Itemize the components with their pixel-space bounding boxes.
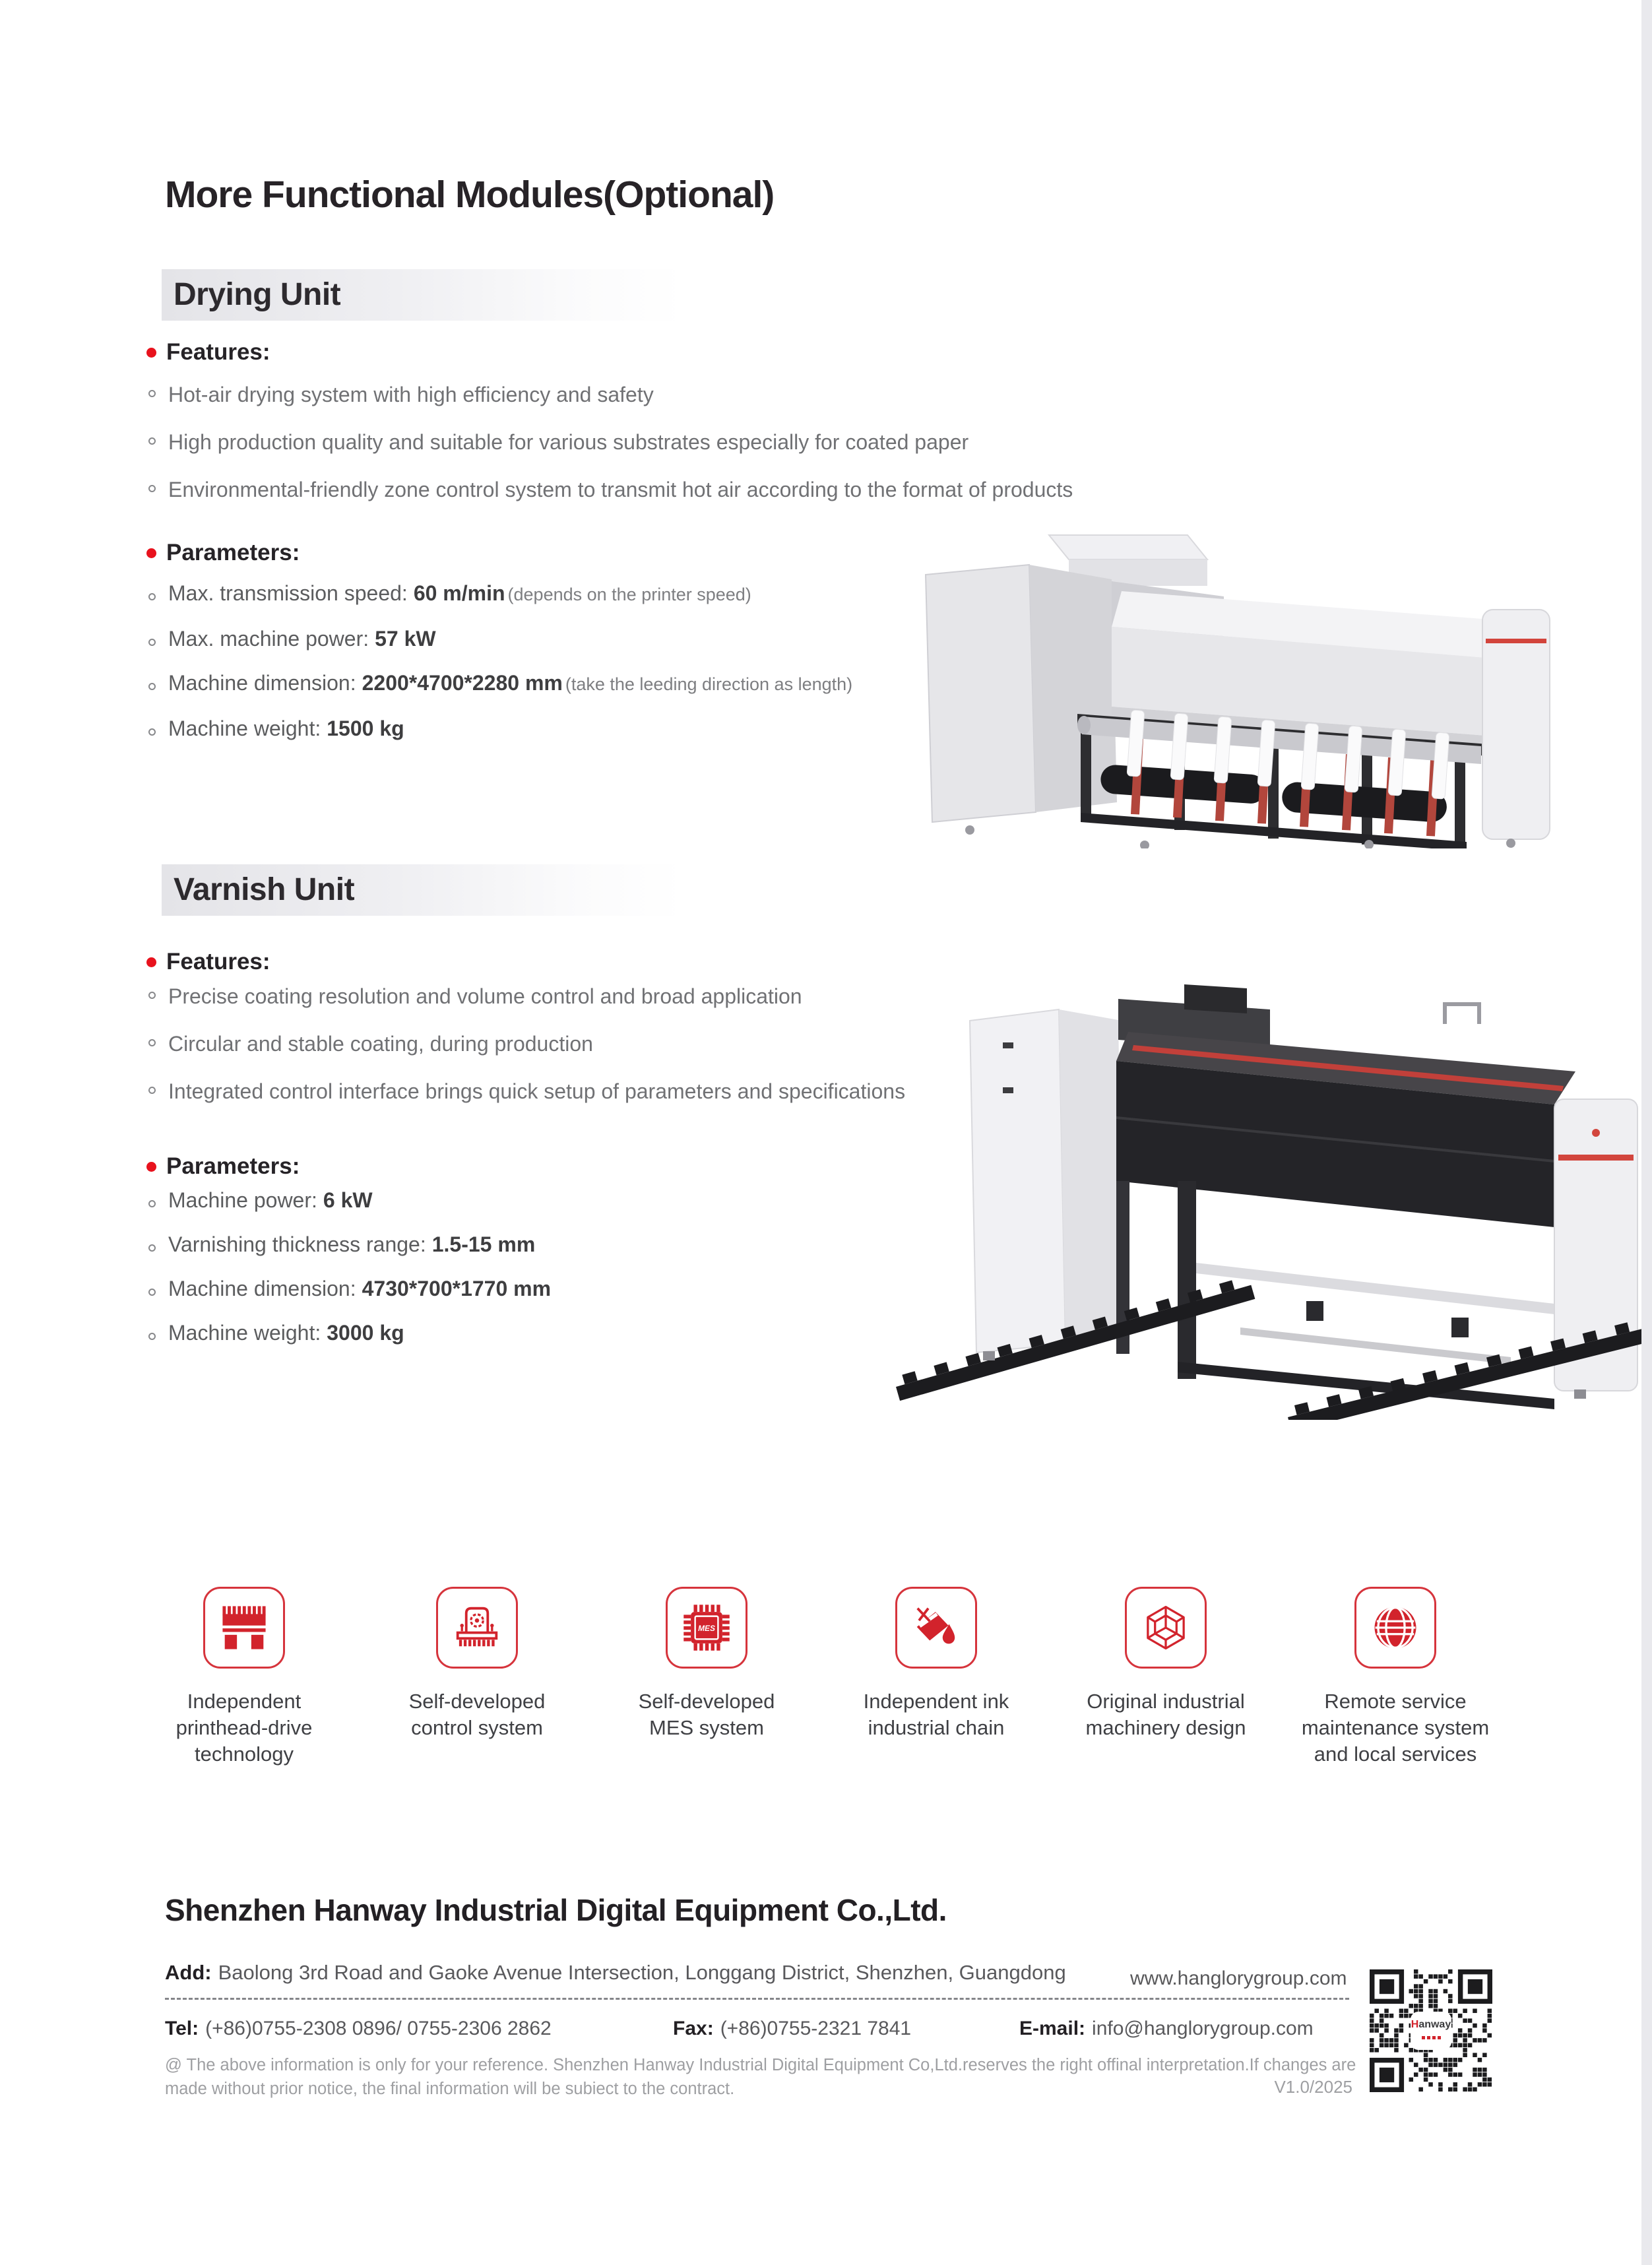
- highlight-label: Self-developed control system: [408, 1690, 546, 1739]
- highlight-card: [203, 1587, 285, 1669]
- website-link[interactable]: www.hanglorygroup.com: [1130, 1967, 1347, 1989]
- highlight-card: [1354, 1587, 1436, 1669]
- circle-bullet-icon: [148, 390, 156, 397]
- fax-value: (+86)0755-2321 7841: [720, 2018, 912, 2039]
- drying-features-heading: Features:: [146, 339, 270, 366]
- list-item: Hot-air drying system with high efficiency and safety: [146, 381, 1440, 408]
- highlight-machinery-design: [1051, 1587, 1281, 1741]
- email-value[interactable]: info@hanglorygroup.com: [1092, 2018, 1314, 2039]
- mes-chip-label: MES: [698, 1623, 715, 1633]
- list-item: Precise coating resolution and volume control and broad application: [146, 983, 1440, 1010]
- circle-bullet-icon: [148, 437, 156, 445]
- list-item: Environmental-friendly zone control system to transmit hot air according to the format of products: [146, 476, 1440, 503]
- qr-code: [1370, 1969, 1492, 2092]
- highlight-label: Independent ink industrial chain: [863, 1690, 1009, 1739]
- list-item: Machine dimension: 2200*4700*2280 mm (take the leeding direction as length): [146, 670, 1136, 697]
- circle-bullet-icon: [148, 1087, 156, 1094]
- control-system-icon: [452, 1603, 502, 1653]
- address-row: [165, 1961, 1066, 1985]
- highlight-label: Independent printhead-drive technology: [175, 1690, 313, 1766]
- version-label: V1.0/2025: [1274, 2077, 1352, 2097]
- list-item: Integrated control interface brings quick setup of parameters and specifications: [146, 1078, 1440, 1105]
- disclaimer-text: @ The above information is only for your reference. Shenzhen Hanway Industrial Digital Equipment Co,Ltd.reserves the right offinal interpretation.If changes are made without prior notice, the final information will be subiect to the contract.: [165, 2056, 1356, 2098]
- drying-unit-image: [914, 519, 1557, 848]
- fax-label: Fax:: [673, 2018, 714, 2039]
- highlight-card: [666, 1587, 747, 1669]
- highlight-card: [1125, 1587, 1207, 1669]
- circle-bullet-icon: [148, 1333, 156, 1340]
- highlight-printhead: [129, 1587, 359, 1768]
- circle-bullet-icon: [148, 683, 156, 690]
- address-label: Add:: [165, 1961, 212, 1984]
- email-label: E-mail:: [1019, 2018, 1086, 2039]
- circle-bullet-icon: [148, 639, 156, 646]
- varnish-parameters-heading: Parameters:: [146, 1153, 300, 1180]
- varnish-unit-header: [162, 864, 684, 916]
- highlight-remote-service: [1281, 1587, 1510, 1768]
- red-bullet-icon: [146, 1162, 156, 1172]
- varnish-features-heading: Features:: [146, 949, 270, 975]
- circle-bullet-icon: [148, 1200, 156, 1207]
- list-item: Max. transmission speed: 60 m/min (depends on the printer speed): [146, 581, 1136, 607]
- page-edge-strip: [1641, 0, 1652, 2265]
- ink-bucket-icon: [911, 1603, 961, 1653]
- red-bullet-icon: [146, 348, 156, 358]
- varnish-unit-image: [884, 958, 1652, 1420]
- page-title: More Functional Modules(Optional): [165, 174, 775, 216]
- highlight-ink-chain: [821, 1587, 1051, 1741]
- list-item: Machine weight: 3000 kg: [146, 1320, 1136, 1345]
- drying-parameters-heading: Parameters:: [146, 540, 300, 566]
- circle-bullet-icon: [148, 992, 156, 999]
- tel-row: [165, 2018, 552, 2040]
- list-item: Machine power: 6 kW: [146, 1188, 1136, 1213]
- highlight-mes-system: [592, 1587, 821, 1741]
- circle-bullet-icon: [148, 485, 156, 492]
- email-row: [1019, 2018, 1314, 2040]
- mes-chip-icon: [682, 1603, 732, 1653]
- highlight-card: [436, 1587, 518, 1669]
- list-item: Machine dimension: 4730*700*1770 mm: [146, 1276, 1136, 1301]
- footer-divider: [165, 1998, 1349, 2000]
- qr-center-logo: [1411, 2012, 1451, 2050]
- tel-label: Tel:: [165, 2018, 199, 2039]
- footer-company: Shenzhen Hanway Industrial Digital Equipment Co.,Ltd.: [165, 1893, 947, 1927]
- tel-value: (+86)0755-2308 0896/ 0755-2306 2862: [205, 2018, 552, 2039]
- circle-bullet-icon: [148, 593, 156, 600]
- hexagon-box-icon: [1141, 1603, 1191, 1653]
- list-item: Varnishing thickness range: 1.5-15 mm: [146, 1232, 1136, 1257]
- circle-bullet-icon: [148, 1289, 156, 1296]
- list-item: Machine weight: 1500 kg: [146, 716, 1136, 741]
- list-item: Circular and stable coating, during production: [146, 1031, 1440, 1058]
- list-item: Max. machine power: 57 kW: [146, 626, 1136, 651]
- highlight-card: [895, 1587, 977, 1669]
- qr-logo-text: Hanway: [1411, 2019, 1451, 2030]
- circle-bullet-icon: [148, 1244, 156, 1252]
- highlight-control-system: [362, 1587, 592, 1741]
- highlight-label: Remote service maintenance system and local services: [1301, 1690, 1490, 1766]
- fax-row: [673, 2018, 911, 2040]
- highlight-label: Self-developed MES system: [638, 1690, 775, 1739]
- list-item: High production quality and suitable for various substrates especially for coated paper: [146, 429, 1440, 456]
- drying-features-list: [146, 381, 1440, 524]
- drying-unit-header: [162, 269, 684, 321]
- address-value: Baolong 3rd Road and Gaoke Avenue Intersection, Longgang District, Shenzhen, Guangdong: [218, 1961, 1066, 1984]
- red-bullet-icon: [146, 957, 156, 967]
- circle-bullet-icon: [148, 1039, 156, 1046]
- highlight-label: Original industrial machinery design: [1085, 1690, 1246, 1739]
- drying-unit-title: Drying Unit: [174, 277, 341, 312]
- printhead-icon: [219, 1603, 269, 1653]
- red-bullet-icon: [146, 548, 156, 558]
- varnish-unit-title: Varnish Unit: [174, 872, 355, 907]
- qr-logo-dots: [1420, 2031, 1442, 2043]
- globe-icon: [1370, 1603, 1420, 1653]
- circle-bullet-icon: [148, 728, 156, 736]
